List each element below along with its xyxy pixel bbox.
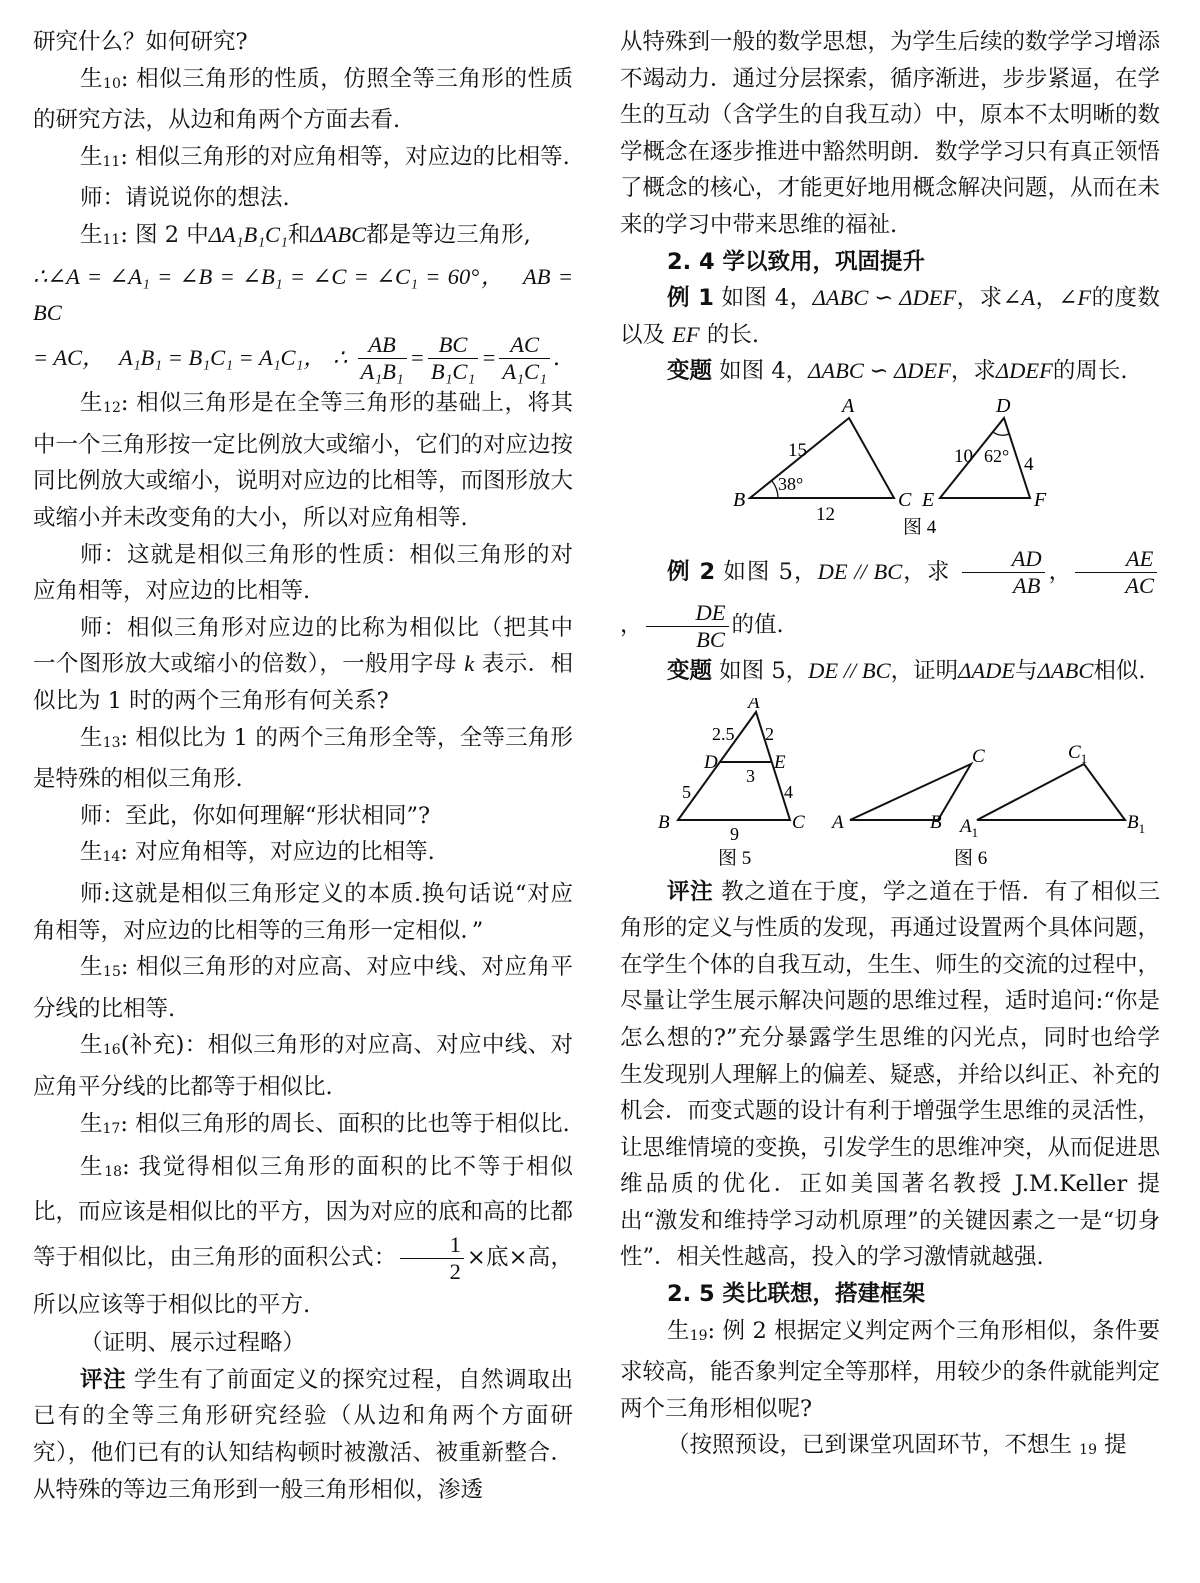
paragraph [33, 1027, 573, 1105]
example-label: 例 2 [667, 558, 716, 585]
paragraph [620, 874, 1160, 1277]
remark-label: 评注 [667, 878, 714, 905]
paragraph-text: : 相似三角形的周长、面积的比也等于相似比. [120, 1110, 570, 1137]
vertex-label: A [842, 394, 855, 417]
speaker: 生 [80, 1032, 103, 1059]
math-expr: ΔABC [310, 221, 367, 247]
speaker-index: 17 [102, 1120, 121, 1137]
example-label: 例 1 [667, 285, 714, 312]
paragraph-text: : 例 2 根据定义判定两个三角形相似，条件要求较高，能否象判定全等那样，用较少的条件就能判定两个三角形相似呢? [620, 1317, 1161, 1422]
paragraph [620, 1313, 1160, 1428]
fraction: $\frac{AD}{AB}$ [962, 546, 1045, 599]
speaker: 生 [80, 65, 104, 92]
vertex-label: $B_1$ [1127, 811, 1146, 836]
math-expr: ΔDEF [995, 358, 1053, 384]
math-line [33, 259, 573, 332]
vertex-label: C [898, 488, 912, 511]
paragraph: （证明、展示过程略） [80, 1330, 306, 1357]
vertex-label: $A_1$ [960, 815, 979, 840]
math-expr: k [464, 651, 475, 677]
paragraph: 例 2 如图 5，DE // BC，求 $\frac{AD}{AB}$ ， $\frac{AE}{AC}$ ， $\frac{DE}{BC}$ 的值. [620, 546, 1160, 653]
math-line: = AC， A₁B₁ = B₁C₁ = A₁C₁， ∴ $\frac{AB}{\text{A₁B₁}}$ = $\frac{BC}{\text{B₁C₁}}$ = $\frac{AC}{\text{A₁C₁}}$ . [33, 332, 560, 385]
speaker-index: 19 [1079, 1442, 1097, 1459]
speaker: 生 [80, 390, 104, 417]
vertex-label: C [792, 811, 805, 833]
angle-label: 62° [984, 445, 1010, 466]
vertex-label: C [972, 745, 985, 767]
paragraph [33, 949, 573, 1027]
paragraph: 变题 如图 4，ΔABC ∽ ΔDEF，求ΔDEF的周长. [667, 358, 1128, 385]
speaker: 生 [80, 724, 103, 751]
side-label: 15 [788, 439, 807, 461]
math-expr: ∠F [1058, 285, 1092, 311]
math-expr: AB = BC [33, 263, 574, 326]
paragraph-text: : 对应角相等，对应边的比相等. [120, 839, 435, 866]
vertex-label: E [774, 751, 786, 773]
math-expr: ∴∠A = ∠A₁ = ∠B = ∠B₁ = ∠C = ∠C₁ = 60°， [33, 263, 506, 289]
vertex-label: D [996, 394, 1011, 417]
math-expr: ΔABC ∽ ΔDEF [812, 285, 957, 311]
paragraph [33, 61, 573, 139]
fraction: $\frac{AC}{\text{A₁C₁}}$ [499, 332, 549, 385]
speaker: 生 [80, 143, 103, 170]
speaker-index: 14 [102, 849, 121, 866]
fraction: $\frac{AE}{AC}$ [1075, 546, 1157, 599]
fraction: $\frac{BC}{\text{B₁C₁}}$ [428, 332, 478, 385]
math-expr: ΔABC [1037, 657, 1094, 683]
paragraph-text: : 相似三角形的对应角相等，对应边的比相等. [120, 143, 570, 170]
fraction: $\frac{AB}{\text{A₁B₁}}$ [358, 332, 407, 385]
section-heading: 2. 5 类比联想，搭建框架 [667, 1281, 926, 1308]
side-label: 4 [784, 781, 793, 802]
vertex-label: B [733, 488, 746, 511]
math-expr: EF [672, 321, 700, 347]
paragraph [33, 139, 573, 181]
paragraph-text: : 相似三角形的对应高、对应中线、对应角平分线的比相等. [33, 954, 573, 1022]
paragraph: 师：至此，你如何理解“形状相同”? [80, 802, 431, 829]
paragraph: 例 1 如图 4，ΔABC ∽ ΔDEF，求∠A，∠F的度数以及 EF 的长. [620, 285, 1160, 348]
paragraph: 师：请说说你的想法. [80, 185, 290, 212]
figures-5-6-svg [620, 698, 1160, 874]
figures-5-6 [620, 698, 1160, 874]
figure-4 [620, 390, 1160, 540]
paragraph-text: ×底×高，所以应该等于相似比的平方. [33, 1244, 573, 1319]
paragraph-text: : 我觉得相似三角形的面积的比不等于相似比，而应该是相似比的平方，因为对应的底和高的比都等于相似比，由三角形的面积公式： [33, 1154, 574, 1271]
angle-label: 38° [778, 473, 804, 494]
speaker: 生 [80, 1110, 103, 1137]
fraction: $\frac{1}{2}$ [400, 1232, 464, 1285]
figure-caption: 图 4 [903, 516, 937, 538]
paragraph: 师:这就是相似三角形定义的本质.换句话说“对应角相等，对应边的比相等的三角形一定相似．” [33, 880, 573, 944]
paragraph-text: 教之道在于度，学之道在于悟．有了相似三角形的定义与性质的发现，再通过设置两个具体问题，在学生个体的自我互动，生生、师生的交流的过程中，尽量让学生展示解决问题的思维过程，适时追问:“你是怎么想的?”充分暴露学生思维的闪光点，同时也给学生发现别人理解上的偏差、疑惑，并给以纠正、补充的机会．而变式题的设计有利于增强学生思维的灵活性，让思维情境的变换，引发学生的思维冲突，从而促进思维品质的优化．正如美国著名教授 J.M.Keller 提出“激发和维持学习动机原理”的关键因素之一是“切身性”．相关性越高，投入的学习激情就越强. [620, 878, 1161, 1271]
math-expr: DE // BC [808, 657, 891, 683]
paragraph-text: : 相似三角形是在全等三角形的基础上，将其中一个三角形按一定比例放大或缩小，它们的对应边按同比例放大或缩小，说明对应边的比相等，而图形放大或缩小并未改变角的大小，所以对应角相等. [33, 390, 574, 532]
speaker-index: 15 [103, 964, 121, 981]
speaker-index: 12 [103, 400, 121, 417]
speaker-index: 19 [689, 1327, 708, 1344]
paragraph: 师：这就是相似三角形的性质：相似三角形的对应角相等，对应边的比相等. [33, 541, 573, 605]
paragraph [33, 834, 573, 876]
figure-caption: 图 6 [954, 847, 988, 869]
speaker-index: 18 [104, 1164, 123, 1181]
paragraph: 变题 如图 5，DE // BC，证明ΔADE与ΔABC相似. [667, 657, 1146, 684]
paragraph [33, 1106, 573, 1148]
speaker-index: 16 [102, 1042, 121, 1059]
vertex-label: B [658, 811, 670, 833]
side-label: 10 [954, 445, 973, 467]
speaker: 生 [80, 839, 103, 866]
math-expr: = AC， [33, 344, 105, 370]
side-label: 2.5 [712, 723, 735, 744]
vertex-label: E [922, 488, 935, 511]
paragraph-text: : 图 2 中 [120, 221, 209, 248]
paragraph [33, 1362, 573, 1508]
side-label: 5 [682, 781, 691, 802]
math-expr: ΔADE [958, 657, 1016, 683]
side-label: 3 [746, 765, 755, 786]
section-heading: 2. 4 学以致用，巩固提升 [667, 248, 926, 275]
triangle-abc-fig6 [850, 764, 971, 820]
paragraph [33, 1147, 573, 1325]
paragraph: （按照预设，已到课堂巩固环节，不想生 $_{19}$ 提 [667, 1432, 1127, 1459]
speaker: 生 [80, 954, 104, 981]
speaker: 生 [667, 1317, 690, 1344]
triangle-abc [750, 418, 894, 498]
paragraph [33, 217, 573, 259]
paragraph-text: (补充)：相似三角形的对应高、对应中线、对应角平分线的比都等于相似比. [33, 1032, 573, 1100]
math-expr: ∴ [333, 344, 348, 370]
side-label: 4 [1024, 453, 1034, 475]
paragraph [33, 385, 573, 536]
triangle-a1b1c1-fig6 [977, 764, 1125, 820]
side-label: 12 [816, 503, 835, 525]
left-column [33, 24, 573, 1508]
paragraph: 从特殊到一般的数学思想，为学生后续的数学学习增添不竭动力．通过分层探索，循序渐进，步步紧逼，在学生的互动（含学生的自我互动）中，原本不太明晰的数学概念在逐步推进中豁然明朗．数学学习只有真正领悟了概念的核心，才能更好地用概念解决问题，从而在未来的学习中带来思维的福祉. [620, 29, 1161, 238]
figure-caption: 图 5 [718, 847, 752, 869]
paragraph-text: : 相似比为 1 的两个三角形全等，全等三角形是特殊的相似三角形. [33, 724, 573, 793]
vertex-label: F [1034, 488, 1047, 511]
right-column [620, 24, 1160, 1469]
paragraph: 师：相似三角形对应边的比称为相似比（把其中一个图形放大或缩小的倍数），一般用字母 k 表示．相似比为 1 时的两个三角形有何关系? [33, 614, 573, 714]
vertex-label: A [748, 697, 760, 713]
speaker: 生 [80, 1154, 105, 1181]
math-expr: ∠A [1002, 285, 1036, 311]
math-expr: ΔABC ∽ ΔDEF [808, 358, 951, 384]
side-label: 2 [765, 723, 774, 744]
vertex-label: B [930, 811, 942, 833]
math-expr: ΔA₁B₁C₁ [208, 221, 288, 247]
variant-label: 变题 [667, 358, 713, 385]
figure-4-svg [620, 390, 1160, 540]
speaker-index: 13 [102, 734, 121, 751]
paragraph [33, 720, 573, 798]
paragraph-text: 都是等边三角形, [366, 221, 531, 248]
paragraph-text: 学生有了前面定义的探究过程，自然调取出已有的全等三角形研究经验（从边和角两个方面研究），他们已有的认知结构顿时被激活、被重新整合．从特殊的等边三角形到一般三角形相似，渗透 [33, 1366, 573, 1503]
math-expr: DE // BC [817, 558, 903, 584]
vertex-label: A [832, 811, 844, 833]
paragraph: 研究什么？如何研究? [33, 29, 248, 55]
speaker-index: 11 [102, 231, 121, 248]
remark-label: 评注 [80, 1366, 127, 1393]
paragraph-text: 和 [287, 221, 311, 248]
variant-label: 变题 [667, 657, 713, 684]
vertex-label: $C_1$ [1068, 741, 1088, 766]
paragraph-text: : 相似三角形的性质，仿照全等三角形的性质的研究方法，从边和角两个方面去看. [33, 65, 573, 134]
math-expr: A₁B₁ = B₁C₁ = A₁C₁， [118, 344, 326, 370]
speaker-index: 11 [102, 153, 121, 170]
angle-d-arc [993, 432, 1009, 435]
vertex-label: D [704, 751, 718, 773]
side-label: 9 [730, 823, 739, 844]
speaker: 生 [80, 221, 103, 248]
fraction: $\frac{DE}{BC}$ [646, 600, 729, 653]
speaker-index: 10 [103, 75, 121, 92]
